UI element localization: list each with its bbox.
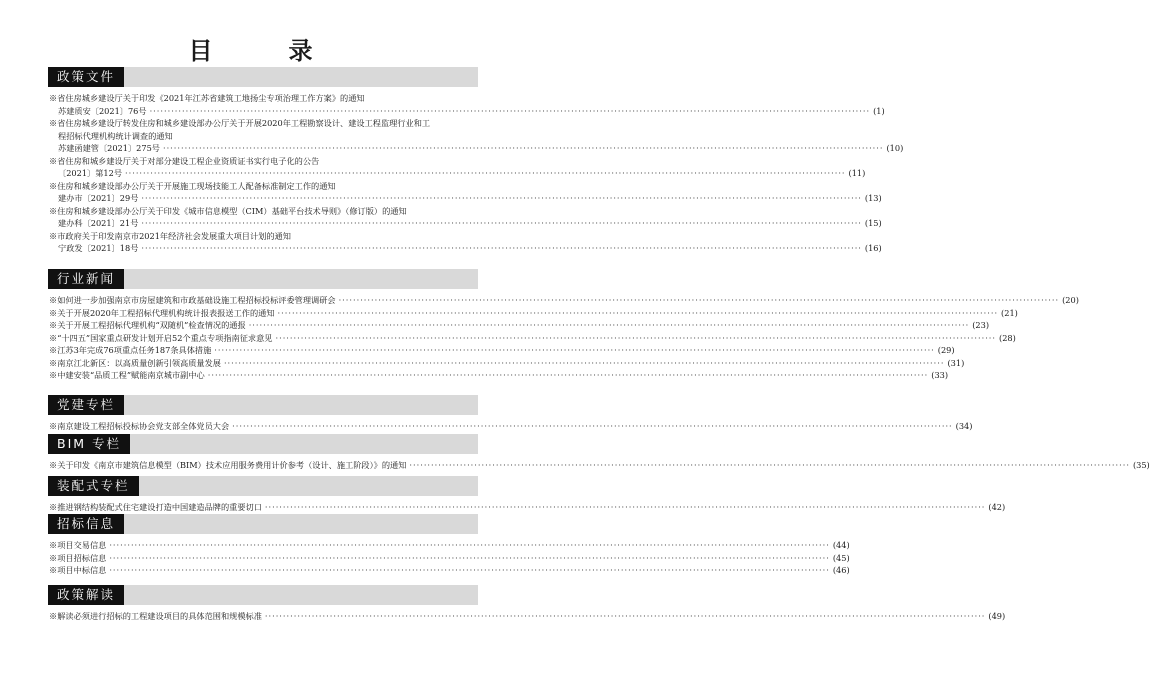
entry-title-line: ※市政府关于印发南京市2021年经济社会发展重大项目计划的通知 [49, 230, 291, 241]
entry-last-row [49, 564, 850, 577]
leader-dots: ········································································································································································································ [207, 370, 929, 380]
page-number: (44) [832, 540, 850, 550]
entry-last-row [49, 369, 949, 382]
entry-last-row [49, 192, 882, 205]
toc-entry[interactable] [49, 610, 1006, 623]
leader-dots: ········································································································································································································ [141, 193, 862, 203]
entry-list [49, 92, 904, 255]
leader-dots: ········································································································································································································ [338, 295, 1060, 305]
toc-entry[interactable] [49, 369, 949, 382]
entry-title: ※“十四五”国家重点研发计划开启52个重点专项指南征求意见 [49, 332, 273, 343]
entry-title: ※解读必须进行招标的工程建设项目的具体范围和规模标准 [49, 611, 262, 621]
entry-title: ※关于开展2020年工程招标代理机构统计报表报送工作的通知 [49, 307, 275, 318]
toc-entry[interactable] [49, 459, 1150, 472]
section-header-bar [48, 269, 478, 289]
entry-last-row [49, 167, 866, 180]
leader-dots: ········································································································································································································ [248, 320, 970, 330]
toc-entry[interactable] [49, 294, 1079, 307]
toc-entry[interactable] [49, 539, 850, 552]
leader-dots: ········································································································································································································ [409, 460, 1130, 470]
toc-entry[interactable] [49, 230, 882, 255]
page-number: (42) [988, 502, 1006, 512]
document-number: 建办市〔2021〕29号 [58, 193, 139, 203]
section-label: 行业新闻 [48, 269, 124, 289]
leader-dots: ········································································································································································································ [232, 421, 953, 431]
page-number: (45) [832, 552, 850, 563]
leader-dots: ········································································································································································································ [149, 105, 871, 116]
page-number: (34) [955, 421, 973, 431]
entry-title-line: ※住房和城乡建设部办公厅关于印发《城市信息模型（CIM）基础平台技术导则》（修订版）的通知 [49, 205, 407, 216]
section-header-bar [48, 514, 478, 534]
section-header-bar [48, 67, 478, 87]
entry-last-row [49, 105, 885, 118]
entry-last-row [49, 539, 850, 552]
section-header-bar [48, 434, 478, 454]
leader-dots: ········································································································································································································ [277, 307, 999, 318]
page-number: (28) [999, 332, 1016, 343]
page-number: (15) [864, 218, 882, 228]
toc-entry[interactable] [49, 552, 850, 565]
leader-dots: ········································································································································································································ [125, 168, 846, 178]
entry-title: ※关于开展工程招标代理机构“双随机”检查情况的通报 [49, 320, 246, 330]
page-number: (21) [1001, 307, 1018, 318]
entry-list [49, 610, 1006, 623]
entry-list [49, 294, 1079, 382]
toc-entry[interactable] [49, 92, 885, 117]
section-header-bar [48, 395, 478, 415]
section-label: 政策解读 [48, 585, 124, 605]
toc-entry[interactable] [49, 319, 990, 332]
leader-dots: ········································································································································································································ [141, 243, 862, 253]
entry-title: ※如何进一步加强南京市房屋建筑和市政基础设施工程招标投标评委管理调研会 [49, 295, 336, 305]
document-number: 〔2021〕第12号 [58, 168, 123, 178]
entry-last-row [49, 332, 1016, 345]
entry-last-row [49, 420, 973, 433]
entry-title: ※项目交易信息 [49, 540, 107, 550]
entry-list [49, 420, 973, 433]
entry-title: ※项目招标信息 [49, 552, 107, 563]
entry-last-row [49, 459, 1150, 472]
page-title: 目 录 [188, 36, 339, 65]
entry-title: ※南京建设工程招标投标协会党支部全体党员大会 [49, 421, 230, 431]
document-number: 苏建函建管〔2021〕275号 [58, 143, 160, 153]
entry-title: ※推进钢结构装配式住宅建设打造中国建造品牌的重要切口 [49, 502, 262, 512]
entry-title-line: ※省住房和城乡建设厅关于对部分建设工程企业资质证书实行电子化的公告 [49, 155, 320, 166]
entry-last-row [49, 501, 1006, 514]
entry-title-line: 程招标代理机构统计调查的通知 [58, 130, 173, 141]
leader-dots: ········································································································································································································ [109, 552, 830, 563]
entry-title: ※中建安装“品质工程”赋能南京城市副中心 [49, 370, 205, 380]
section-label: 政策文件 [48, 67, 124, 87]
entry-title: ※南京江北新区：以高质量创新引领高质量发展 [49, 357, 221, 368]
section-header-bar [48, 476, 478, 496]
entry-title: ※项目中标信息 [49, 565, 107, 575]
page-number: (33) [931, 370, 949, 380]
entry-title-line: ※住房和城乡建设部办公厅关于开展施工现场技能工人配备标准制定工作的通知 [49, 180, 336, 191]
toc-entry[interactable] [49, 501, 1006, 514]
section-label: BIM 专栏 [48, 434, 130, 454]
page-number: (23) [972, 320, 990, 330]
page-number: (35) [1132, 460, 1150, 470]
leader-dots: ········································································································································································································ [162, 143, 884, 153]
document-number: 宁政发〔2021〕18号 [58, 243, 139, 253]
page-number: (13) [864, 193, 882, 203]
entry-last-row [49, 610, 1006, 623]
entry-last-row [49, 294, 1079, 307]
leader-dots: ········································································································································································································ [223, 357, 945, 368]
leader-dots: ········································································································································································································ [141, 218, 862, 228]
page-number: (10) [886, 143, 904, 153]
leader-dots: ········································································································································································································ [264, 502, 986, 512]
page-number: (11) [848, 168, 866, 178]
page-number: (49) [988, 611, 1006, 621]
section-label: 装配式专栏 [48, 476, 139, 496]
entry-last-row [49, 142, 904, 155]
entry-title-line: ※省住房城乡建设厅转发住房和城乡建设部办公厅关于开展2020年工程勘察设计、建设工程监理行业和工 [49, 118, 431, 128]
page-number: (16) [864, 243, 882, 253]
page-number: (1) [873, 105, 885, 116]
page-number: (31) [947, 357, 965, 368]
toc-entry[interactable] [49, 307, 1018, 320]
entry-list [49, 459, 1150, 472]
entry-title: ※关于印发《南京市建筑信息模型（BIM）技术应用服务费用计价参考（设计、施工阶段）》的通知 [49, 460, 407, 470]
entry-last-row [49, 242, 882, 255]
toc-entry[interactable] [49, 205, 882, 230]
document-number: 建办科〔2021〕21号 [58, 218, 139, 228]
toc-entry[interactable] [49, 357, 965, 370]
page-number: (29) [937, 345, 955, 355]
page-number: (20) [1062, 295, 1079, 305]
toc-entry[interactable] [49, 344, 955, 357]
entry-last-row [49, 357, 965, 370]
entry-title-line: ※省住房城乡建设厅关于印发《2021年江苏省建筑工地扬尘专项治理工作方案》的通知 [49, 93, 365, 103]
entry-last-row [49, 344, 955, 357]
toc-entry[interactable] [49, 117, 904, 155]
leader-dots: ········································································································································································································ [264, 611, 986, 621]
page-number: (46) [832, 565, 850, 575]
toc-entry[interactable] [49, 180, 882, 205]
toc-entry[interactable] [49, 155, 866, 180]
entry-title: ※江苏3年完成76项重点任务187条具体措施 [49, 345, 212, 355]
leader-dots: ········································································································································································································ [214, 345, 935, 355]
section-header-bar [48, 585, 478, 605]
entry-last-row [49, 552, 850, 565]
leader-dots: ········································································································································································································ [275, 332, 996, 343]
toc-entry[interactable] [49, 564, 850, 577]
entry-last-row [49, 217, 882, 230]
leader-dots: ········································································································································································································ [109, 565, 830, 575]
entry-list [49, 501, 1006, 514]
document-number: 苏建质安〔2021〕76号 [58, 105, 147, 116]
toc-entry[interactable] [49, 420, 973, 433]
entry-last-row [49, 319, 990, 332]
entry-list [49, 539, 850, 577]
entry-last-row [49, 307, 1018, 320]
section-label: 招标信息 [48, 514, 124, 534]
leader-dots: ········································································································································································································ [109, 540, 830, 550]
toc-entry[interactable] [49, 332, 1016, 345]
section-label: 党建专栏 [48, 395, 124, 415]
